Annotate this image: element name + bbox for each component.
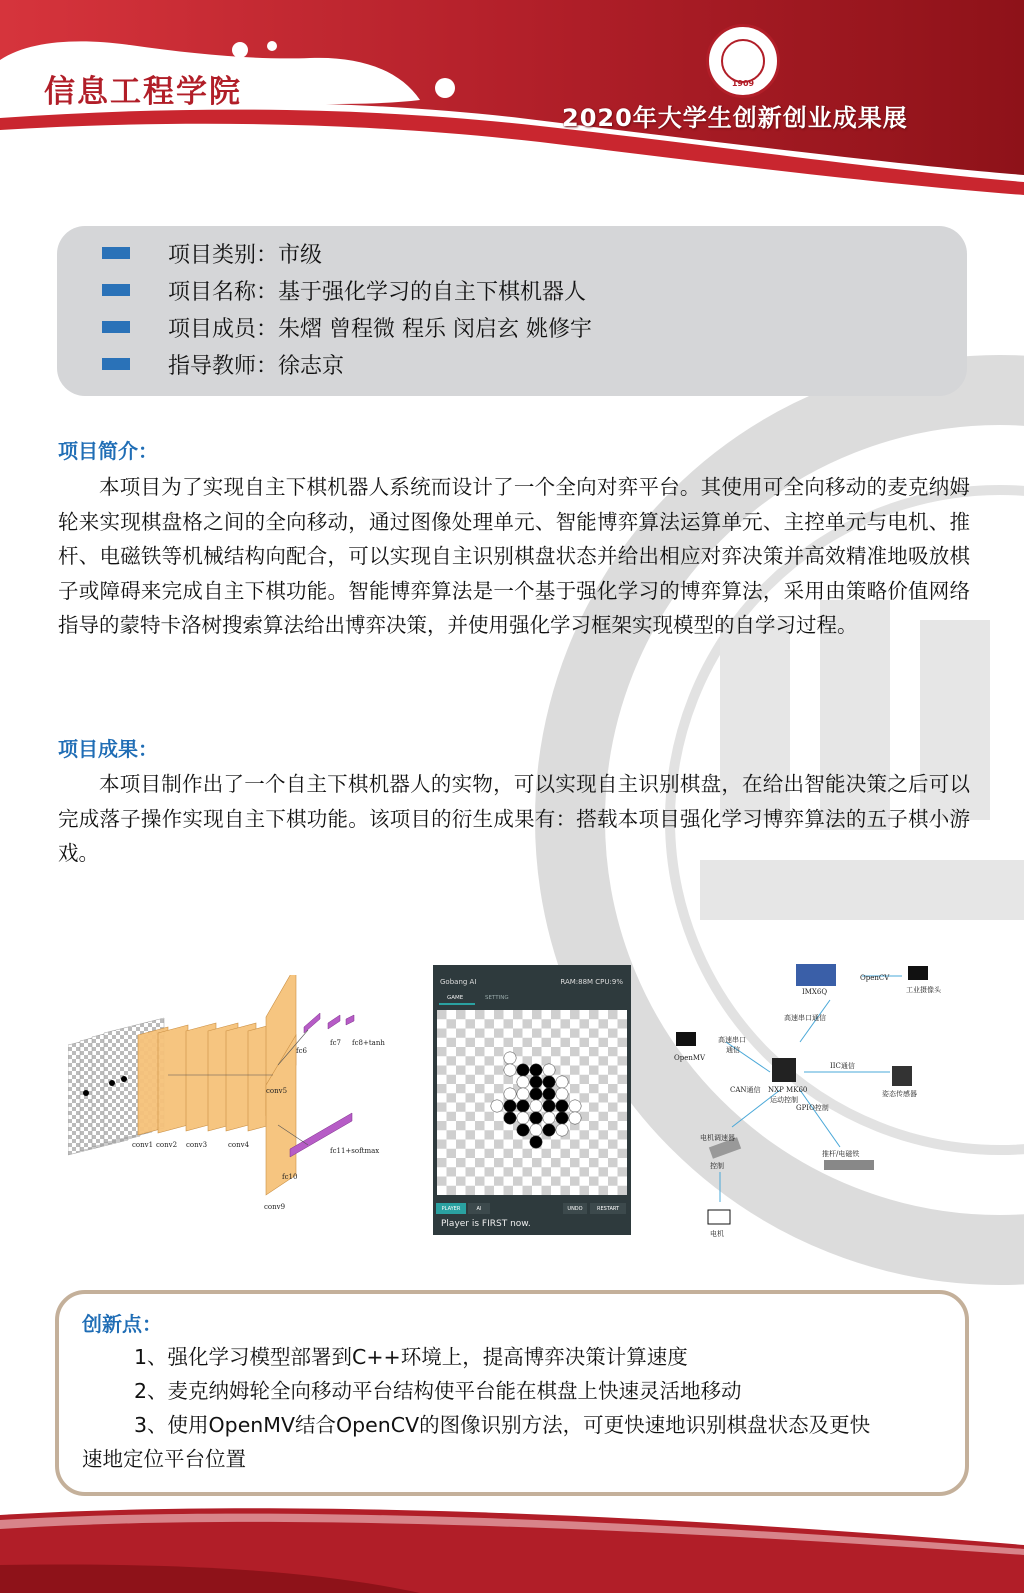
restart-button[interactable]: RESTART [590, 1203, 626, 1214]
player-button[interactable]: PLAYER [436, 1203, 466, 1214]
label-openmv: OpenMV [674, 1054, 706, 1062]
intro-title: 项目简介： [58, 439, 158, 463]
system-diagram [672, 962, 972, 1242]
innovation-box [55, 1290, 969, 1496]
expo-title: 2020年大学生创新创业成果展 [562, 104, 908, 132]
innovation-title: 创新点： [82, 1312, 162, 1336]
university-logo [706, 24, 780, 98]
bullet-icon [102, 284, 130, 296]
label-serial-top: 高速串口通信 [784, 1014, 826, 1022]
innovation-item-1: 1、强化学习模型部署到C++环境上，提高博弈决策计算速度 [134, 1345, 688, 1369]
label-conv1: conv1 [132, 1141, 154, 1149]
label-fc11: fc11+softmax [330, 1147, 380, 1155]
label-fc10: fc10 [282, 1173, 298, 1181]
label-fc8: fc8+tanh [352, 1039, 385, 1047]
ai-button[interactable]: AI [468, 1203, 490, 1214]
info-advisor: 指导教师：徐志京 [168, 353, 345, 379]
label-serial-left-1: 高速串口 [718, 1036, 746, 1044]
tab-game[interactable]: GAME [447, 995, 464, 1001]
label-ctrl: 控制 [710, 1162, 724, 1170]
label-sensor: 姿态传感器 [882, 1090, 917, 1098]
label-can: CAN通信 [730, 1086, 761, 1094]
label-fc6: fc6 [296, 1047, 307, 1055]
tab-setting[interactable]: SETTING [485, 995, 509, 1001]
gobang-game-window [433, 965, 631, 1235]
game-board[interactable] [437, 1010, 627, 1195]
game-status: Player is FIRST now. [441, 1219, 531, 1229]
info-row-name [102, 275, 586, 305]
bullet-icon [102, 247, 130, 259]
label-motor: 电机 [710, 1230, 724, 1238]
info-name: 项目名称：基于强化学习的自主下棋机器人 [168, 279, 587, 305]
label-esc: 电机调速器 [700, 1134, 735, 1142]
label-actuator: 推杆/电磁铁 [822, 1150, 860, 1158]
label-conv3: conv3 [186, 1141, 208, 1149]
innovation-item-2: 2、麦克纳姆轮全向移动平台结构使平台能在棋盘上快速灵活地移动 [134, 1379, 742, 1403]
info-row-category [102, 238, 322, 268]
label-gpio: GPIO控制 [796, 1104, 829, 1112]
label-conv5: conv5 [266, 1087, 288, 1095]
college-name: 信息工程学院 [44, 74, 242, 110]
label-conv2: conv2 [156, 1141, 178, 1149]
label-opencv: OpenCV [860, 974, 890, 982]
label-conv4: conv4 [228, 1141, 250, 1149]
label-nxp-1: NXP MK60 [768, 1086, 808, 1094]
label-imx: IMX6Q [802, 988, 828, 996]
label-serial-left-2: 通信 [726, 1046, 740, 1054]
innovation-item-3: 3、使用OpenMV结合OpenCV的图像识别方法，可更快速地识别棋盘状态及更快 [134, 1413, 871, 1437]
bullet-icon [102, 321, 130, 333]
intro-text: 本项目为了实现自主下棋机器人系统而设计了一个全向对弈平台。其使用可全向移动的麦克纳姆轮来实现棋盘格之间的全向移动，通过图像处理单元、智能博弈算法运算单元、主控单元与电机、推杆、电磁铁等机械结构向配合，可以实现自主识别棋盘状态并给出相应对弈决策并高效精准地吸放棋子或障碍来完成自主下棋功能。智能博弈算法是一个基于强化学习的博弈算法，采用由策略价值网络指导的蒙特卡洛树搜索算法给出博弈决策，并使用强化学习框架实现模型的自学习过程。 [58, 475, 970, 637]
label-conv9: conv9 [264, 1203, 286, 1211]
info-category: 项目类别：市级 [168, 242, 323, 268]
info-members: 项目成员：朱熠 曾程微 程乐 闵启玄 姚修宇 [168, 316, 592, 342]
network-diagram [68, 975, 398, 1215]
game-title: Gobang AI [440, 978, 477, 986]
innovation-item-3-cont: 速地定位平台位置 [82, 1447, 246, 1471]
footer-banner [0, 1505, 1024, 1593]
results-text: 本项目制作出了一个自主下棋机器人的实物，可以实现自主识别棋盘，在给出智能决策之后可以完成落子操作实现自主下棋功能。该项目的衍生成果有：搭载本项目强化学习博弈算法的五子棋小游戏。 [58, 772, 970, 865]
label-fc7: fc7 [330, 1039, 341, 1047]
label-nxp-2: 运动控制 [770, 1096, 798, 1104]
game-stats: RAM:88M CPU:9% [560, 978, 623, 986]
label-camera: 工业摄像头 [906, 986, 941, 994]
logo-year: 1909 [731, 79, 755, 88]
info-row-members [102, 312, 592, 342]
label-iic: IIC通信 [830, 1062, 855, 1070]
undo-button[interactable]: UNDO [563, 1203, 587, 1214]
results-title: 项目成果： [58, 737, 158, 761]
info-row-advisor [102, 349, 344, 379]
bullet-icon [102, 358, 130, 370]
